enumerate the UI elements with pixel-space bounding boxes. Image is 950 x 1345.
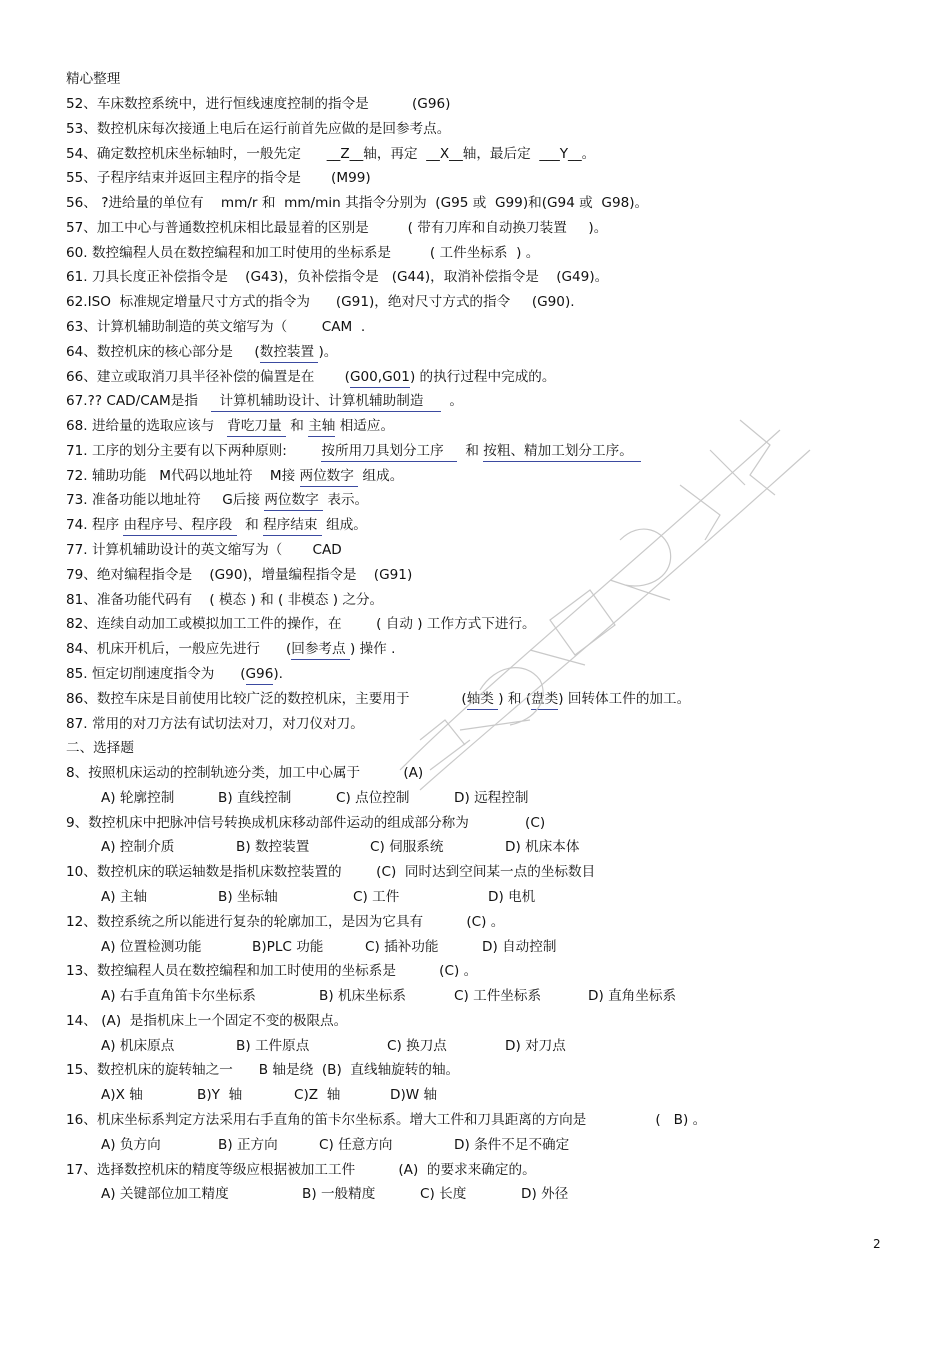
text-line: 63、计算机辅助制造的英文缩写为（ CAM . xyxy=(66,319,366,335)
line-text: 表示。 xyxy=(323,492,369,508)
underlined-answer: 由程序号、程序段 xyxy=(123,516,236,536)
choice-option: C) 点位控制 xyxy=(336,790,410,806)
text-line: 15、数控机床的旋转轴之一 B 轴是绕 (B) 直线轴旋转的轴。 xyxy=(66,1062,460,1078)
text-line: 56、 ?进给量的单位有 mm/r 和 mm/min 其指令分别为 (G95 或 G99)和(G94 或 G98)。 xyxy=(66,195,649,211)
choice-option: B) 工件原点 xyxy=(236,1038,310,1054)
line-text: 64、数控机床的核心部分是 ( xyxy=(66,344,260,360)
choice-option: D) 对刀点 xyxy=(505,1038,566,1054)
line-text: 84、机床开机后，一般应先进行 ( xyxy=(66,641,292,657)
choice-option: A) 右手直角笛卡尔坐标系 xyxy=(101,988,256,1004)
choice-option: D) 电机 xyxy=(488,889,536,905)
underlined-answer: 数控装置 xyxy=(260,343,319,363)
underlined-answer: G00,G01 xyxy=(350,368,410,388)
choice-option: B) 直线控制 xyxy=(218,790,292,806)
text-line: 77. 计算机辅助设计的英文缩写为（ CAD xyxy=(66,542,342,558)
line-text: 72. 辅助功能 M代码以地址符 M接 xyxy=(66,468,300,484)
choice-option: C) 换刀点 xyxy=(387,1038,447,1054)
underlined-answer: G96 xyxy=(246,665,274,685)
text-line: 81、准备功能代码有 ( 模态 ) 和 ( 非模态 ) 之分。 xyxy=(66,592,384,608)
underlined-answer: 回参考点 xyxy=(291,640,350,660)
choice-option: B) 机床坐标系 xyxy=(319,988,406,1004)
choice-option: A) 机床原点 xyxy=(101,1038,175,1054)
underlined-answer: 程序结束 xyxy=(263,516,322,536)
text-line xyxy=(66,368,556,388)
text-line: 62.ISO 标准规定增量尺寸方式的指令为 (G91)，绝对尺寸方式的指令 (G90). xyxy=(66,294,575,310)
line-text: 和 xyxy=(456,443,484,459)
line-text: ) 和 ( xyxy=(498,691,532,707)
choice-option: C) 伺服系统 xyxy=(370,839,444,855)
text-line: 52、车床数控系统中，进行恒线速度控制的指令是 (G96) xyxy=(66,96,451,112)
page-number: 2 xyxy=(873,1237,881,1251)
choice-option: B) 一般精度 xyxy=(302,1186,376,1202)
underlined-answer: 两位数字 xyxy=(300,467,359,487)
line-text: 和 xyxy=(236,517,264,533)
line-text: 73. 准备功能以地址符 G后接 xyxy=(66,492,265,508)
choice-option: D) 直角坐标系 xyxy=(588,988,677,1004)
text-line xyxy=(66,442,641,462)
choice-option: C) 工件 xyxy=(353,889,400,905)
line-text: 相适应。 xyxy=(335,418,395,434)
line-text: 组成。 xyxy=(358,468,404,484)
text-line: 87. 常用的对刀方法有试切法对刀，对刀仪对刀。 xyxy=(66,716,364,732)
text-line xyxy=(66,491,368,511)
text-line: 79、绝对编程指令是 (G90)，增量编程指令是 (G91) xyxy=(66,567,413,583)
text-line: 10、数控机床的联运轴数是指机床数控装置的 (C) 同时达到空间某一点的坐标数目 xyxy=(66,864,596,880)
choice-option: A) 控制介质 xyxy=(101,839,175,855)
line-text: 67.?? CAD/CAM是指 xyxy=(66,393,211,409)
text-line: 二、选择题 xyxy=(66,740,134,756)
page-header: 精心整理 xyxy=(66,71,121,87)
line-text: )。 xyxy=(318,344,338,360)
line-text: 和 xyxy=(285,418,309,434)
choice-option: D) 机床本体 xyxy=(505,839,580,855)
underlined-answer: 主轴 xyxy=(308,417,335,437)
underlined-answer: 轴类 xyxy=(467,690,499,710)
text-line: 13、数控编程人员在数控编程和加工时使用的坐标系是 (C) 。 xyxy=(66,963,478,979)
text-line: 55、子程序结束并返回主程序的指令是 (M99) xyxy=(66,170,371,186)
text-line: 17、选择数控机床的精度等级应根据被加工工件 (A) 的要求来确定的。 xyxy=(66,1162,536,1178)
choice-option: C)Z 轴 xyxy=(294,1087,341,1103)
line-text: 。 xyxy=(440,393,463,409)
choice-option: D) 条件不足不确定 xyxy=(454,1137,570,1153)
choice-option: D)W 轴 xyxy=(390,1087,438,1103)
line-text: ). xyxy=(273,666,283,682)
choice-option: C) 工件坐标系 xyxy=(454,988,542,1004)
choice-option: A) 主轴 xyxy=(101,889,148,905)
line-text: 86、数控车床是目前使用比较广泛的数控机床，主要用于 ( xyxy=(66,691,467,707)
choice-option: B)Y 轴 xyxy=(197,1087,243,1103)
text-line xyxy=(66,665,283,685)
choice-option: A)X 轴 xyxy=(101,1087,143,1103)
choice-option: B)PLC 功能 xyxy=(252,939,324,955)
underlined-answer: 两位数字 xyxy=(264,491,323,511)
choice-option: A) 关键部位加工精度 xyxy=(101,1186,229,1202)
text-line: 8、按照机床运动的控制轨迹分类，加工中心属于 (A) xyxy=(66,765,424,781)
text-line xyxy=(66,516,367,536)
line-text: ) 操作 . xyxy=(349,641,396,657)
line-text: 85. 恒定切削速度指令为 ( xyxy=(66,666,246,682)
line-text: 68. 进给量的选取应该与 xyxy=(66,418,228,434)
line-text: 74. 程序 xyxy=(66,517,124,533)
choice-option: A) 负方向 xyxy=(101,1137,161,1153)
text-line: 57、加工中心与普通数控机床相比最显着的区别是 ( 带有刀库和自动换刀装置 )。 xyxy=(66,220,608,236)
choice-option: C) 插补功能 xyxy=(365,939,439,955)
text-line: 60. 数控编程人员在数控编程和加工时使用的坐标系是 ( 工件坐标系 ) 。 xyxy=(66,245,540,261)
text-line: 9、数控机床中把脉冲信号转换成机床移动部件运动的组成部分称为 (C) xyxy=(66,815,546,831)
choice-option: D) 远程控制 xyxy=(454,790,529,806)
text-line: 54、确定数控机床坐标轴时，一般先定 __Z__轴，再定 __X__轴，最后定 ___Y__。 xyxy=(66,146,596,162)
line-text: 组成。 xyxy=(321,517,367,533)
underlined-answer: 盘类 xyxy=(531,690,558,710)
text-line: 53、数控机床每次接通上电后在运行前首先应做的是回参考点。 xyxy=(66,121,451,137)
underlined-answer: 按所用刀具划分工序 xyxy=(321,442,456,462)
choice-option: A) 轮廓控制 xyxy=(101,790,175,806)
underlined-answer: 计算机辅助设计、计算机辅助制造 xyxy=(211,392,441,412)
line-text: ) 回转体工件的加工。 xyxy=(558,691,691,707)
choice-option: B) 坐标轴 xyxy=(218,889,278,905)
text-line xyxy=(66,640,395,660)
text-line: 14、 (A) 是指机床上一个固定不变的极限点。 xyxy=(66,1013,348,1029)
text-line: 82、连续自动加工或模拟加工工件的操作，在 ( 自动 ) 工作方式下进行。 xyxy=(66,616,536,632)
text-line xyxy=(66,690,690,710)
choice-option: D) 外径 xyxy=(521,1186,569,1202)
text-line xyxy=(66,467,403,487)
choice-option: D) 自动控制 xyxy=(482,939,557,955)
choice-option: B) 数控装置 xyxy=(236,839,310,855)
choice-option: A) 位置检测功能 xyxy=(101,939,202,955)
text-line xyxy=(66,392,463,412)
underlined-answer: 按粗、精加工划分工序。 xyxy=(483,442,641,462)
choice-option: C) 长度 xyxy=(420,1186,467,1202)
choice-option: C) 任意方向 xyxy=(319,1137,393,1153)
text-line xyxy=(66,417,394,437)
text-line xyxy=(66,343,337,363)
text-line: 61. 刀具长度正补偿指令是 (G43)，负补偿指令是 (G44)，取消补偿指令是 (G49)。 xyxy=(66,269,609,285)
line-text: 66、建立或取消刀具半径补偿的偏置是在 ( xyxy=(66,369,350,385)
text-line: 12、数控系统之所以能进行复杂的轮廓加工，是因为它具有 (C) 。 xyxy=(66,914,505,930)
choice-option: B) 正方向 xyxy=(218,1137,278,1153)
line-text: 71. 工序的划分主要有以下两种原则: xyxy=(66,443,322,459)
text-line: 16、机床坐标系判定方法采用右手直角的笛卡尔坐标系。增大工件和刀具距离的方向是 ( B) 。 xyxy=(66,1112,707,1128)
underlined-answer: 背吃刀量 xyxy=(227,417,286,437)
line-text: ) 的执行过程中完成的。 xyxy=(409,369,556,385)
